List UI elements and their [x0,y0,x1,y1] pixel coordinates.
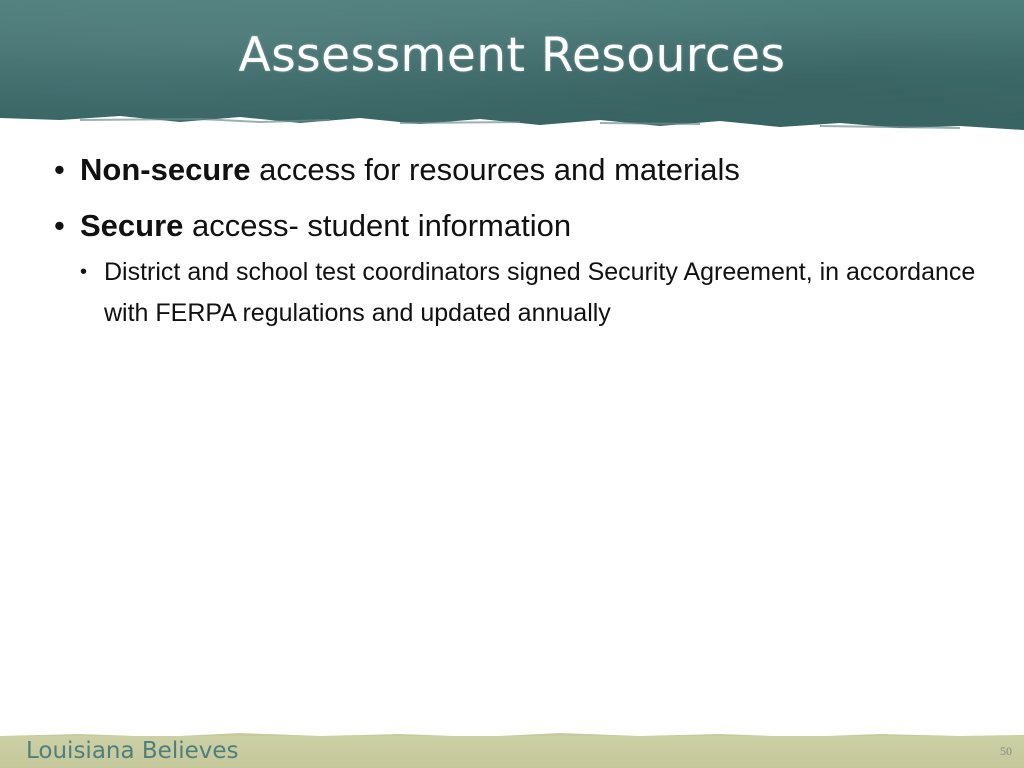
bullet-non-secure [54,150,1004,190]
footer-brand-text: Louisiana Believes [26,738,239,764]
bullet-dot: • [54,208,65,243]
bullet-dot: • [54,152,65,187]
page-number: 50 [1000,744,1012,758]
bullet-text: access- student information [183,208,572,243]
slide-content [54,150,1004,334]
sub-bullet-dot: • [80,261,88,283]
chalk-edge-decoration [0,104,1024,140]
chalkboard-header [0,0,1024,136]
bullet-bold-text: Non-secure [80,152,251,187]
sub-bullet-security-agreement [80,252,1004,334]
bullet-bold-text: Secure [80,208,184,243]
sub-bullet-text: District and school test coordinators signed Security Agreement, in accordance with FERPA regulations and updated annually [104,258,976,327]
bullet-text: access for resources and materials [250,152,740,187]
bullet-secure [54,206,1004,246]
slide-title: Assessment Resources [238,28,786,83]
